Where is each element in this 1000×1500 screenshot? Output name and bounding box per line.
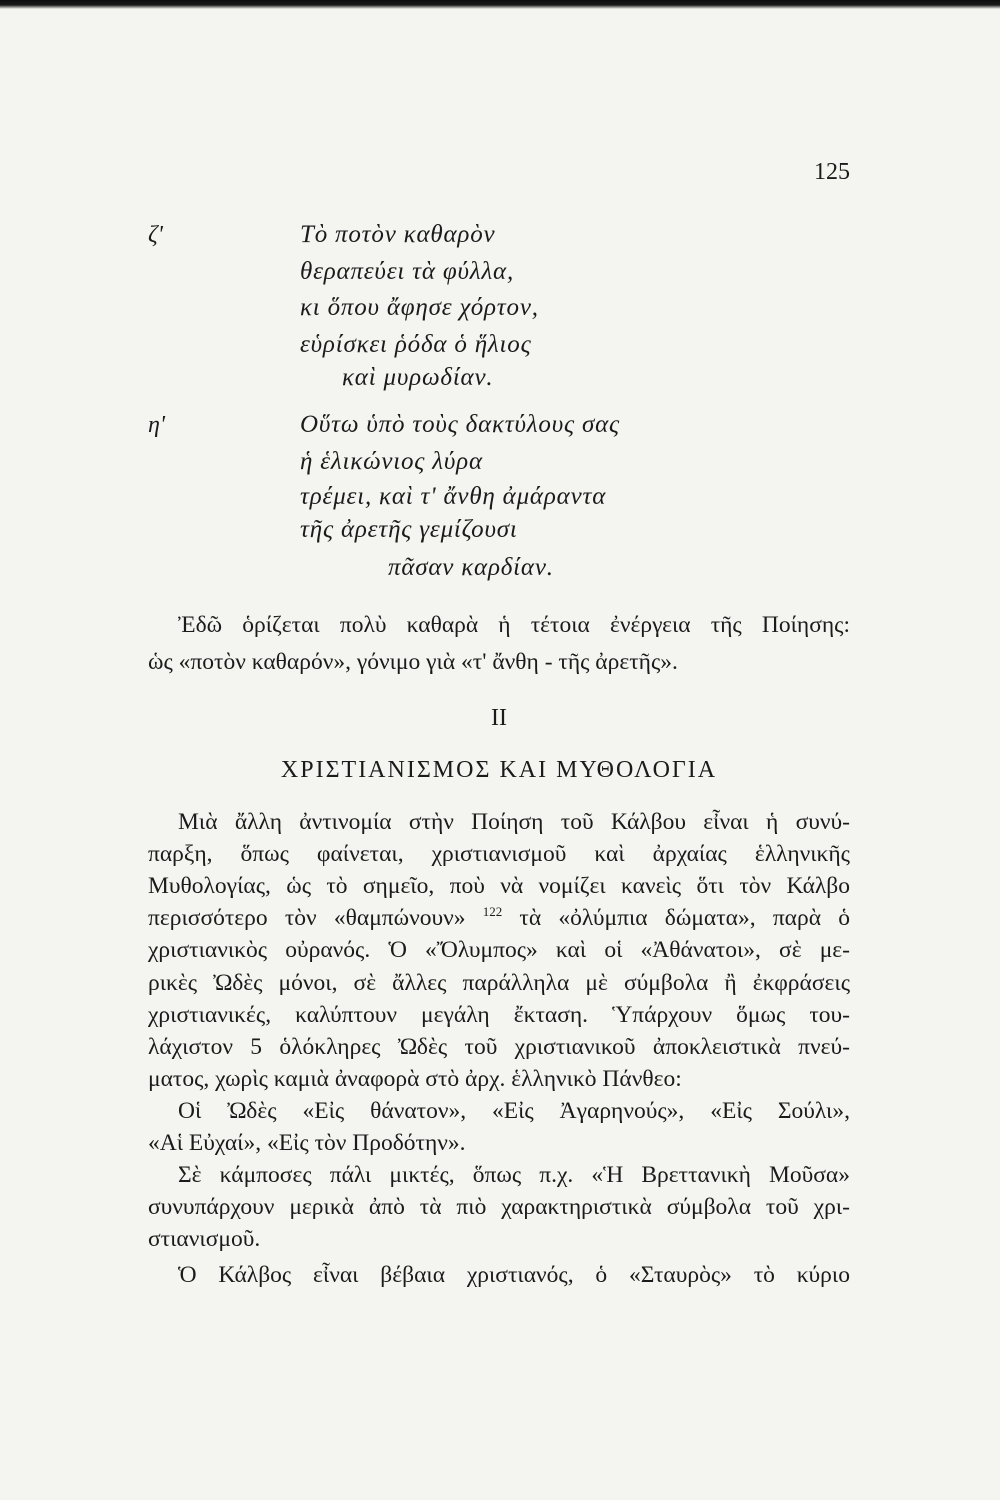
- body-line: ρικὲς Ὠδὲς μόνοι, σὲ ἄλλες παράλληλα μὲ σύμβολα ἢ ἐκφράσεις: [148, 970, 850, 996]
- body-line: χριστιανικὸς οὐρανός. Ὁ «Ὄλυμπος» καὶ οἱ «Ἀθάνατοι», σὲ με-: [148, 937, 850, 963]
- body-line: στιανισμοῦ.: [148, 1226, 261, 1252]
- footnote-reference: 122: [482, 904, 503, 920]
- body-line: λάχιστον 5 ὁλόκληρες Ὠδὲς τοῦ χριστιανικοῦ ἀποκλειστικὰ πνεύ-: [148, 1034, 850, 1060]
- poem-line: τρέμει, καὶ τ' ἄνθη ἀμάραντα: [300, 483, 607, 510]
- commentary-line: ὡς «ποτὸν καθαρόν», γόνιμο γιὰ «τ' ἄνθη - τῆς ἀρετῆς».: [148, 649, 678, 675]
- scan-border: [0, 0, 1000, 9]
- body-line: χριστιανικές, καλύπτουν μεγάλη ἔκταση. Ὑπάρχουν ὅμως του-: [148, 1002, 850, 1028]
- poem-line: τῆς ἀρετῆς γεμίζουσι: [300, 516, 518, 543]
- body-line: παρξη, ὅπως φαίνεται, χριστιανισμοῦ καὶ ἀρχαίας ἑλληνικῆς: [148, 841, 850, 867]
- poem-line: καὶ μυρωδίαν.: [342, 364, 494, 391]
- poem-line: Οὕτω ὑπὸ τοὺς δακτύλους σας: [300, 411, 621, 438]
- stanza-label: η': [148, 412, 166, 438]
- body-line-text: τὰ «ὀλύμπια δώματα», παρὰ ὁ: [519, 905, 850, 931]
- poem-line: θεραπεύει τὰ φύλλα,: [300, 258, 515, 285]
- commentary-line: Ἐδῶ ὁρίζεται πολὺ καθαρὰ ἡ τέτοια ἐνέργεια τῆς Ποίησης:: [178, 612, 850, 638]
- body-line: Οἱ Ὠδὲς «Εἰς θάνατον», «Εἰς Ἀγαρηνούς», «Εἰς Σούλι»,: [178, 1098, 850, 1124]
- body-line: Μιὰ ἄλλη ἀντινομία στὴν Ποίηση τοῦ Κάλβου εἶναι ἡ συνύ-: [178, 809, 850, 835]
- poem-line: κι ὅπου ἄφησε χόρτον,: [300, 294, 539, 321]
- page-number: 125: [814, 159, 850, 185]
- body-line: Ὁ Κάλβος εἶναι βέβαια χριστιανός, ὁ «Σταυρὸς» τὸ κύριο: [178, 1262, 850, 1288]
- section-numeral: II: [491, 705, 507, 731]
- section-title: ΧΡΙΣΤΙΑΝΙΣΜΟΣ ΚΑΙ ΜΥΘΟΛΟΓΙΑ: [280, 757, 718, 783]
- body-line: συνυπάρχουν μερικὰ ἀπὸ τὰ πιὸ χαρακτηριστικὰ σύμβολα τοῦ χρι-: [148, 1194, 850, 1220]
- body-line-text: περισσότερο τὸν «θαμπώνουν»: [148, 905, 466, 931]
- body-line: [148, 902, 850, 934]
- body-line: Σὲ κάμποσες πάλι μικτές, ὅπως π.χ. «Ἡ Βρεττανικὴ Μοῦσα»: [178, 1162, 850, 1188]
- body-line: Μυθολογίας, ὡς τὸ σημεῖο, ποὺ νὰ νομίζει κανεὶς ὅτι τὸν Κάλβο: [148, 873, 850, 899]
- body-line: «Αἱ Εὐχαί», «Εἰς τὸν Προδότην».: [148, 1130, 466, 1156]
- poem-line: ἡ ἑλικώνιος λύρα: [300, 448, 483, 475]
- poem-line: εὑρίσκει ῥόδα ὁ ἥλιος: [300, 331, 532, 358]
- stanza-label: ζ': [148, 222, 163, 248]
- body-line: ματος, χωρὶς καμιὰ ἀναφορὰ στὸ ἀρχ. ἑλληνικὸ Πάνθεο:: [148, 1066, 682, 1092]
- poem-line: πᾶσαν καρδίαν.: [388, 554, 554, 581]
- poem-line: Τὸ ποτὸν καθαρὸν: [300, 221, 496, 248]
